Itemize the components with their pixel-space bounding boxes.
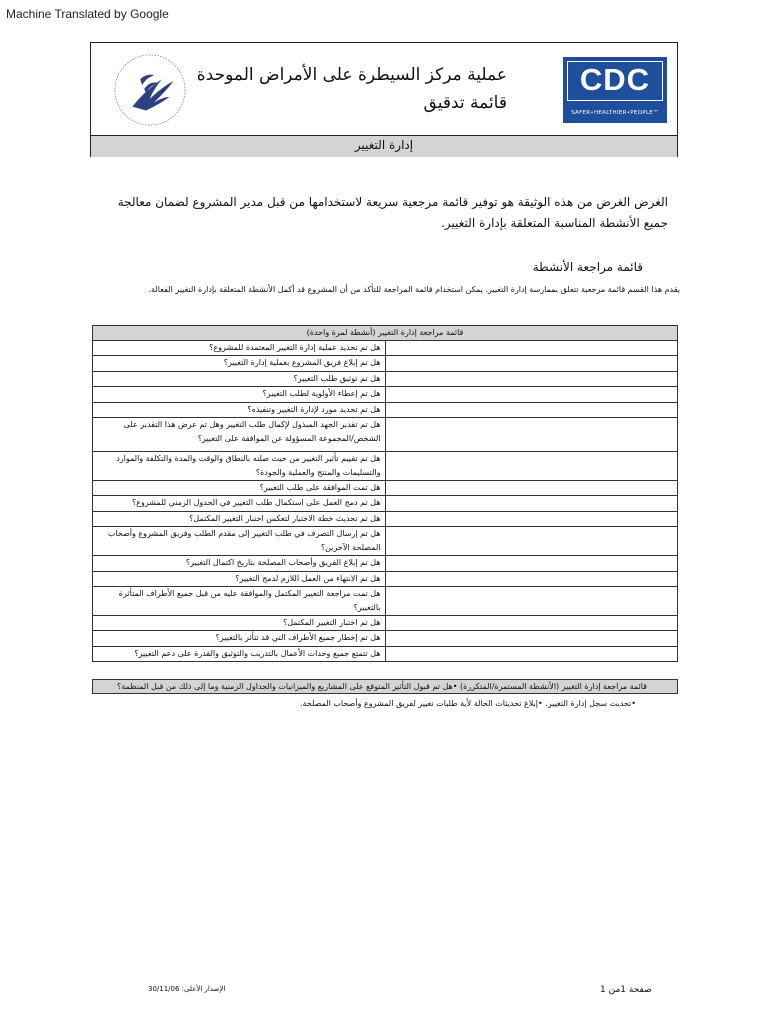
- checklist-question: هل تم الانتهاء من العمل اللازم لدمج التغيير؟: [93, 571, 386, 586]
- checklist-checkbox-cell[interactable]: [385, 387, 678, 402]
- checklist-row: [93, 341, 678, 356]
- checklist-question: هل تم تحديد مورد لإدارة التغيير وتنفيذه؟: [93, 402, 386, 417]
- hhs-eagle-logo: [111, 49, 189, 131]
- checklist-header: قائمة مراجعة إدارة التغيير (أنشطة لمرة واحدة): [93, 326, 678, 341]
- document-header: [90, 42, 678, 157]
- ongoing-activities-line: •تحديث سجل إدارة التغيير. •إبلاغ تحديثات الحالة لأية طلبات تغيير لفريق المشروع وأصحاب المصلحة.: [299, 699, 636, 708]
- checklist-checkbox-cell[interactable]: [385, 571, 678, 586]
- checklist-checkbox-cell[interactable]: [385, 556, 678, 571]
- checklist-question: هل تم إخطار جميع الأطراف التي قد تتأثر بالتغيير؟: [93, 631, 386, 646]
- checklist-checkbox-cell[interactable]: [385, 496, 678, 511]
- checklist-question: هل تم تحديث خطة الاختبار لتعكس اختبار التغيير المكتمل؟: [93, 511, 386, 526]
- document-title: عملية مركز السيطرة على الأمراض الموحدة: [196, 65, 507, 85]
- checklist-question: هل تم تقييم تأثير التغيير من حيث صلته بالنطاق والوقت والمدة والتكلفة والموارد والتسليمات والمنتج والعملية والجودة؟: [93, 451, 386, 480]
- checklist-question: هل تمت الموافقة على طلب التغيير؟: [93, 480, 386, 495]
- checklist-table: [92, 325, 678, 662]
- checklist-row: [93, 496, 678, 511]
- checklist-checkbox-cell[interactable]: [385, 615, 678, 630]
- checklist-question: هل تمت مراجعة التغيير المكتمل والموافقة عليه من قبل جميع الأطراف المتأثرة بالتغيير؟: [93, 586, 386, 615]
- checklist-checkbox-cell[interactable]: [385, 417, 678, 451]
- checklist-row: [93, 511, 678, 526]
- cdc-logo-tagline: SAFER•HEALTHIER•PEOPLE™: [571, 110, 659, 116]
- checklist-question: هل تم إعطاء الأولوية لطلب التغيير؟: [93, 387, 386, 402]
- checklist-checkbox-cell[interactable]: [385, 356, 678, 371]
- checklist-row: [93, 646, 678, 661]
- checklist-row: [93, 586, 678, 615]
- checklist-row: [93, 451, 678, 480]
- checklist-question: هل تم اختبار التغيير المكتمل؟: [93, 615, 386, 630]
- checklist-checkbox-cell[interactable]: [385, 371, 678, 386]
- checklist-row: [93, 571, 678, 586]
- checklist-row: [93, 417, 678, 451]
- section-description: يقدم هذا القسم قائمة مرجعية تتعلق بممارسة إدارة التغيير. يمكن استخدام قائمة المراجعة للتأكد من أن المشروع قد أكمل الأنشطة المتعلقة بإدارة التغيير الفعالة.: [148, 285, 680, 294]
- checklist-row: [93, 615, 678, 630]
- footer-version: الإصدار الأعلى: 30/11/06: [148, 985, 226, 993]
- checklist-row: [93, 356, 678, 371]
- checklist-row: [93, 387, 678, 402]
- section-title: قائمة مراجعة الأنشطة: [532, 260, 643, 274]
- cdc-logo: [563, 57, 667, 123]
- checklist-question: هل تم إبلاغ فريق المشروع بعملية إدارة التغيير؟: [93, 356, 386, 371]
- checklist-checkbox-cell[interactable]: [385, 586, 678, 615]
- checklist-header-row: [93, 326, 678, 341]
- checklist-checkbox-cell[interactable]: [385, 402, 678, 417]
- checklist-checkbox-cell[interactable]: [385, 527, 678, 556]
- ongoing-activities-header: قائمة مراجعة إدارة التغيير (الأنشطة المستمرة/المتكررة) •هل تم قبول التأثير المتوقع على المشاريع والميزانيات والجداول الزمنية وما إلى ذلك من قبل المنظمة؟: [92, 679, 678, 694]
- checklist-question: هل تم توثيق طلب التغيير؟: [93, 371, 386, 386]
- checklist-question: هل تم تقدير الجهد المبذول لإكمال طلب التغيير وهل تم عرض هذا التقدير على الشخص/المجموعة المسؤولة عن الموافقة على التغيير؟: [93, 417, 386, 451]
- section-banner-label: إدارة التغيير: [354, 138, 414, 152]
- checklist-row: [93, 631, 678, 646]
- checklist-row: [93, 402, 678, 417]
- machine-translated-watermark: Machine Translated by Google: [6, 7, 169, 21]
- checklist-checkbox-cell[interactable]: [385, 511, 678, 526]
- checklist-question: هل تم دمج العمل على استكمال طلب التغيير في الجدول الزمني للمشروع؟: [93, 496, 386, 511]
- document-subtitle: قائمة تدقيق: [423, 93, 507, 113]
- checklist-row: [93, 371, 678, 386]
- cdc-logo-text: CDC: [567, 61, 663, 101]
- checklist-row: [93, 556, 678, 571]
- checklist-row: [93, 480, 678, 495]
- checklist-question: هل تتمتع جميع وحدات الأعمال بالتدريب والتوثيق والقدرة على دعم التغيير؟: [93, 646, 386, 661]
- purpose-paragraph: الغرض الغرض من هذه الوثيقة هو توفير قائمة مرجعية سريعة لاستخدامها من قبل مدير المشروع لضمان معالجة جميع الأنشطة المناسبة المتعلقة بإدارة التغيير.: [117, 195, 668, 230]
- checklist-checkbox-cell[interactable]: [385, 631, 678, 646]
- footer-page-number: صفحة 1من 1: [600, 985, 652, 995]
- checklist-question: هل تم إبلاغ الفريق وأصحاب المصلحة بتاريخ اكتمال التغيير؟: [93, 556, 386, 571]
- checklist-question: هل تم إرسال التصرف في طلب التغيير إلى مقدم الطلب وفريق المشروع وأصحاب المصلحة الآخرين؟: [93, 527, 386, 556]
- checklist-question: هل تم تحديد عملية إدارة التغيير المعتمدة للمشروع؟: [93, 341, 386, 356]
- checklist-checkbox-cell[interactable]: [385, 341, 678, 356]
- checklist-checkbox-cell[interactable]: [385, 480, 678, 495]
- checklist-checkbox-cell[interactable]: [385, 646, 678, 661]
- checklist-checkbox-cell[interactable]: [385, 451, 678, 480]
- checklist-row: [93, 527, 678, 556]
- section-banner: [91, 135, 677, 157]
